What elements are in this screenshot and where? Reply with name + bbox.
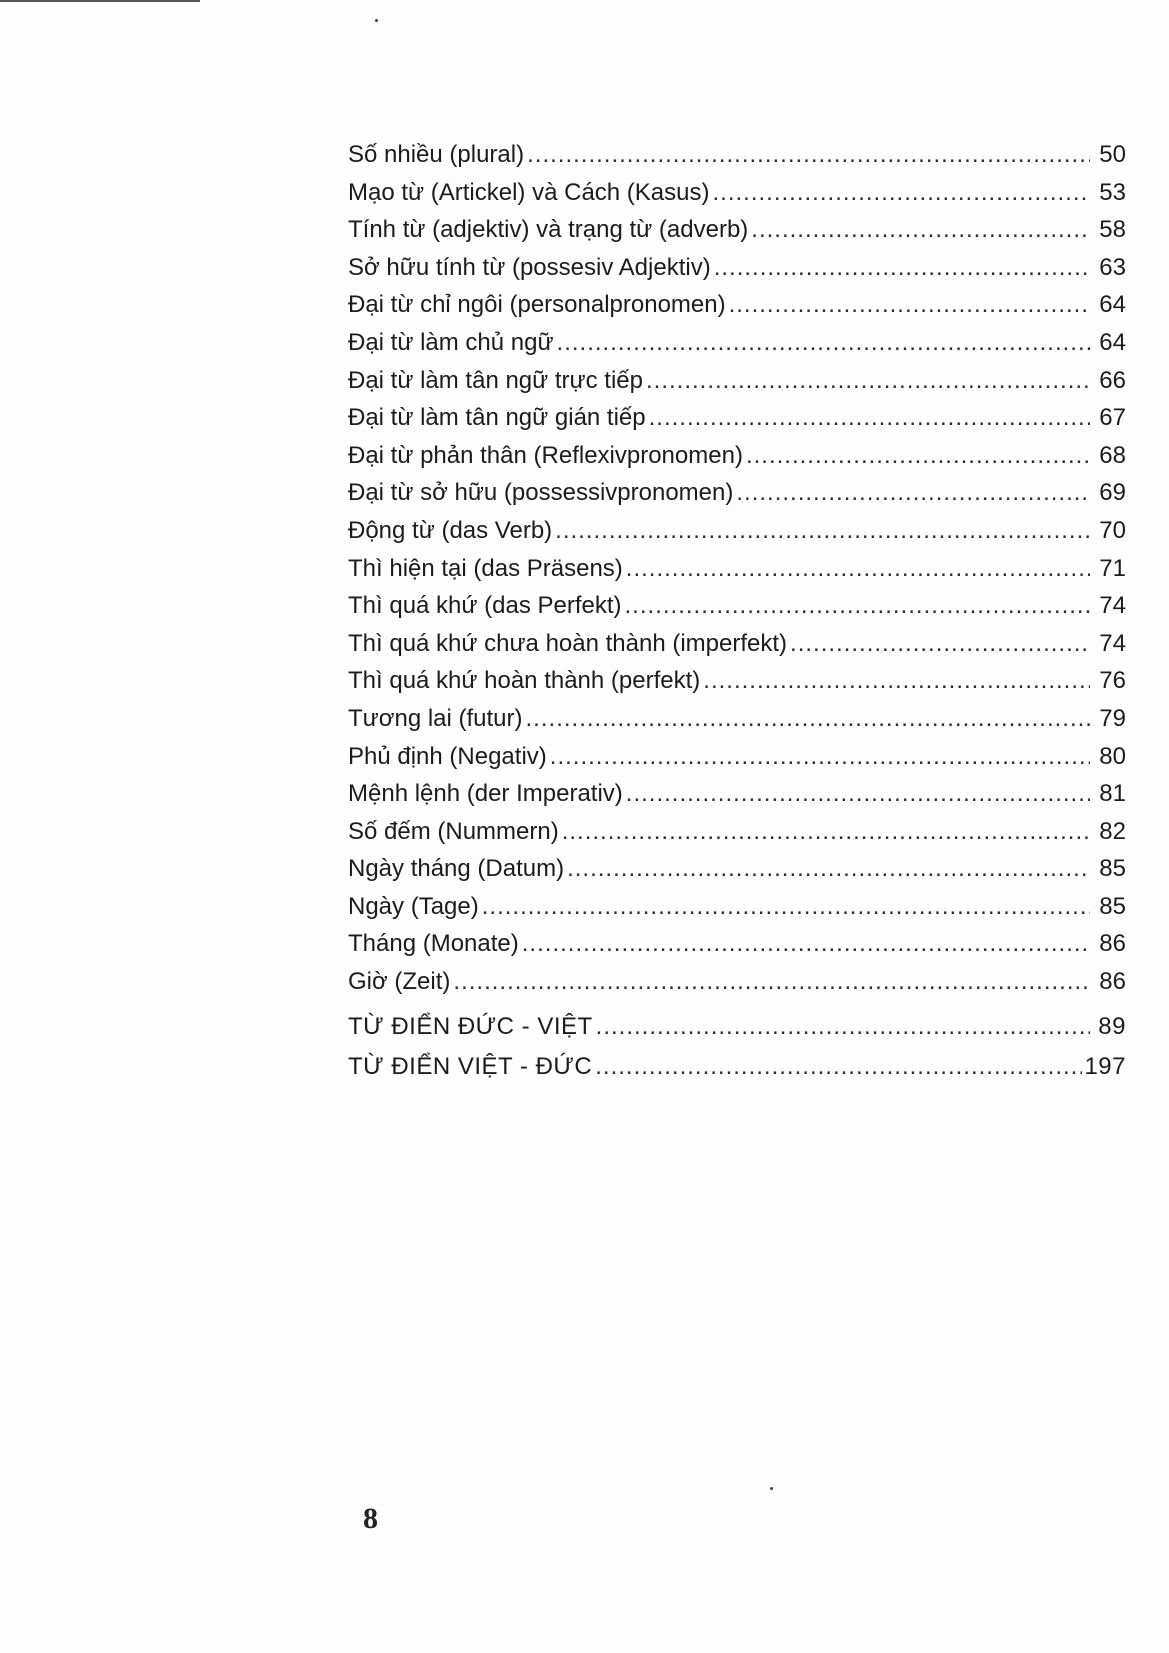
dot-leader	[729, 286, 1090, 324]
toc-entry-page: 82	[1099, 817, 1126, 845]
toc-entry-page: 66	[1099, 366, 1126, 394]
toc-entry	[348, 625, 1126, 663]
toc-entry	[348, 775, 1126, 813]
toc-entry-title: Động từ (das Verb)	[348, 516, 553, 544]
dot-leader	[596, 1007, 1090, 1047]
toc-entry-page: 79	[1099, 704, 1126, 732]
toc-entry	[348, 362, 1126, 400]
toc-entry-page: 74	[1099, 629, 1126, 657]
toc-entry-page: 85	[1099, 892, 1126, 920]
dot-leader	[746, 437, 1090, 475]
toc-entry-title: Đại từ làm tân ngữ trực tiếp	[348, 366, 643, 394]
toc-entry-title: Đại từ làm tân ngữ gián tiếp	[348, 404, 646, 432]
toc-entry-title: Tháng (Monate)	[348, 930, 519, 958]
toc-entry-page: 50	[1099, 141, 1126, 168]
toc-entry	[348, 136, 1126, 174]
toc-entry	[348, 738, 1126, 776]
dot-leader	[626, 775, 1090, 813]
dot-leader	[626, 550, 1090, 588]
toc-entry-title: Đại từ sở hữu (possessivpronomen)	[348, 479, 734, 507]
toc-entry-title: Số nhiều (plural)	[348, 141, 525, 168]
toc-entry-title: Mệnh lệnh (der Imperativ)	[348, 780, 623, 808]
dot-leader	[646, 362, 1090, 400]
toc-entry	[348, 211, 1126, 249]
toc-entry-page: 70	[1099, 516, 1126, 544]
toc-entry	[348, 963, 1126, 1001]
dot-leader	[736, 474, 1090, 512]
toc-entry	[348, 888, 1126, 926]
dot-leader	[453, 963, 1090, 1001]
dot-leader	[567, 850, 1090, 888]
toc-entry-page: 81	[1099, 780, 1126, 808]
toc-entry	[348, 700, 1126, 738]
dot-leader	[713, 174, 1091, 212]
dot-leader	[562, 813, 1090, 851]
toc-entry-title: Số đếm (Nummern)	[348, 817, 559, 845]
toc-entry	[348, 399, 1126, 437]
toc-entry-title: Sở hữu tính từ (possesiv Adjektiv)	[348, 253, 711, 281]
dot-leader	[482, 888, 1090, 926]
dot-leader	[557, 324, 1090, 362]
toc-entry	[348, 249, 1126, 287]
page-number: 8	[363, 1502, 378, 1535]
dot-leader	[595, 1047, 1082, 1087]
dot-leader	[555, 512, 1090, 550]
toc-entry-page: 86	[1099, 968, 1126, 996]
toc-entry	[348, 550, 1126, 588]
dot-leader	[790, 625, 1090, 663]
dot-leader	[649, 399, 1090, 437]
dot-leader	[703, 662, 1090, 700]
toc-entry-title: Đại từ phản thân (Reflexivpronomen)	[348, 441, 743, 469]
toc-section-page: 197	[1084, 1052, 1126, 1080]
toc-entry-page: 85	[1099, 855, 1126, 883]
toc-section-title: TỪ ĐIỂN VIỆT - ĐỨC	[348, 1052, 593, 1080]
toc-entry	[348, 925, 1126, 963]
toc-entry-title: Đại từ làm chủ ngữ	[348, 328, 554, 356]
toc-entry	[348, 324, 1126, 362]
toc-entry-page: 80	[1099, 742, 1126, 770]
toc-entry-page: 86	[1099, 930, 1126, 958]
toc-entry-title: Thì hiện tại (das Präsens)	[348, 554, 623, 582]
top-rule	[0, 0, 200, 2]
toc-entry-page: 69	[1099, 479, 1126, 507]
toc-entry-page: 64	[1099, 291, 1126, 319]
toc-entry-title: Đại từ chỉ ngôi (personalpronomen)	[348, 291, 726, 319]
dot-leader	[550, 738, 1090, 776]
toc-entry-title: Ngày (Tage)	[348, 892, 479, 920]
toc-entry-page: 58	[1099, 216, 1126, 244]
toc-entry-page: 76	[1099, 667, 1126, 695]
toc-section-title: TỪ ĐIỂN ĐỨC - VIỆT	[348, 1012, 593, 1040]
toc-entry-title: Giờ (Zeit)	[348, 968, 451, 996]
toc-entry-title: Ngày tháng (Datum)	[348, 855, 565, 883]
toc-entry-page: 67	[1099, 404, 1126, 432]
toc-entry	[348, 286, 1126, 324]
toc-section-vietnamese-german	[348, 1047, 1126, 1087]
toc-section-page: 89	[1098, 1012, 1126, 1040]
toc-entry	[348, 850, 1126, 888]
toc-entry	[348, 587, 1126, 625]
dot-leader	[625, 587, 1090, 625]
toc-entry-title: Tương lai (futur)	[348, 704, 523, 732]
dot-leader	[526, 700, 1090, 738]
dot-leader	[751, 211, 1090, 249]
toc-entry-page: 71	[1099, 554, 1126, 582]
toc-entry	[348, 813, 1126, 851]
paper-speck	[770, 1487, 773, 1490]
toc-entry	[348, 512, 1126, 550]
toc-entry-page: 63	[1099, 253, 1126, 281]
table-of-contents	[348, 136, 1126, 1087]
toc-entry	[348, 437, 1126, 475]
toc-entry-title: Tính từ (adjektiv) và trạng từ (adverb)	[348, 216, 749, 244]
toc-entry-page: 53	[1099, 178, 1126, 206]
toc-entry-title: Thì quá khứ hoàn thành (perfekt)	[348, 667, 701, 695]
toc-entry-title: Thì quá khứ (das Perfekt)	[348, 592, 622, 620]
toc-entry	[348, 474, 1126, 512]
toc-entry-page: 64	[1099, 328, 1126, 356]
toc-entry-title: Mạo từ (Artickel) và Cách (Kasus)	[348, 178, 710, 206]
toc-entry-title: Thì quá khứ chưa hoàn thành (imperfekt)	[348, 629, 788, 657]
paper-speck	[375, 19, 378, 22]
toc-entry	[348, 174, 1126, 212]
toc-entry	[348, 662, 1126, 700]
toc-entry-page: 74	[1099, 592, 1126, 620]
dot-leader	[714, 249, 1090, 287]
toc-entry-page: 68	[1099, 441, 1126, 469]
dot-leader	[522, 925, 1090, 963]
toc-entry-title: Phủ định (Negativ)	[348, 742, 547, 770]
toc-section-german-vietnamese	[348, 1007, 1126, 1047]
dot-leader	[527, 136, 1090, 174]
